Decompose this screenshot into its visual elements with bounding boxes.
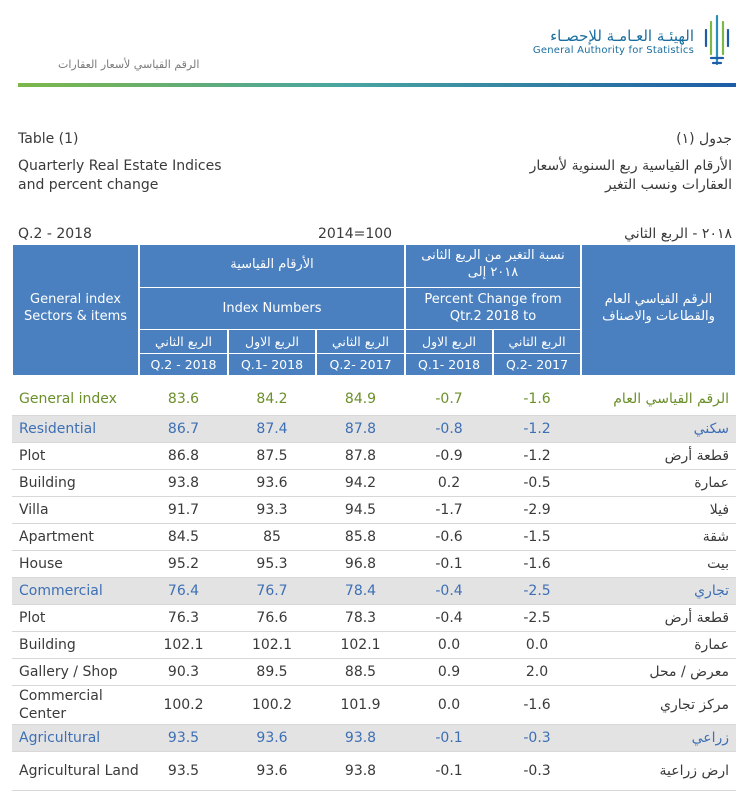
row-label-ar: شقة bbox=[581, 524, 736, 551]
period-ar-col-2: الربع الاول bbox=[228, 329, 316, 353]
row-label-ar: قطعة أرض bbox=[581, 605, 736, 632]
pct-from-q1-2018: -0.7 bbox=[405, 383, 493, 416]
header-label-en bbox=[12, 287, 139, 329]
table-title-en-2: and percent change bbox=[18, 177, 159, 193]
header-pct-en bbox=[405, 287, 581, 329]
row-label-en: Commercial bbox=[12, 578, 139, 605]
value-q2-2018: 90.3 bbox=[139, 659, 228, 686]
period-en-col-2: Q.1- 2018 bbox=[228, 353, 316, 375]
pct-from-q2-2017: -1.2 bbox=[493, 443, 581, 470]
pct-from-q1-2018: -0.4 bbox=[405, 578, 493, 605]
table-title-en-1: Quarterly Real Estate Indices bbox=[18, 158, 222, 174]
document-title: الرقم القياسي لأسعار العقارات bbox=[58, 58, 200, 71]
value-q2-2018: 95.2 bbox=[139, 551, 228, 578]
period-ar: ٢٠١٨ - الربع الثاني bbox=[624, 226, 732, 242]
value-q2-2018: 83.6 bbox=[139, 383, 228, 416]
value-q2-2018: 91.7 bbox=[139, 497, 228, 524]
row-label-ar: مركز تجاري bbox=[581, 686, 736, 725]
value-q2-2018: 86.7 bbox=[139, 416, 228, 443]
value-q2-2017: 94.5 bbox=[316, 497, 405, 524]
value-q1-2018: 76.7 bbox=[228, 578, 316, 605]
header-label-en-1: General index bbox=[30, 292, 121, 307]
value-q1-2018: 89.5 bbox=[228, 659, 316, 686]
row-label-ar: زراعي bbox=[581, 725, 736, 752]
value-q2-2018: 93.5 bbox=[139, 752, 228, 791]
header-pct-ar-1: نسبة التغير من الربع الثانى bbox=[421, 248, 565, 263]
pct-from-q2-2017: -2.9 bbox=[493, 497, 581, 524]
table-title-ar-1: الأرقام القياسية ربع السنوية لأسعار bbox=[529, 158, 732, 174]
value-q1-2018: 93.3 bbox=[228, 497, 316, 524]
value-q2-2018: 102.1 bbox=[139, 632, 228, 659]
value-q2-2017: 84.9 bbox=[316, 383, 405, 416]
table-row bbox=[12, 551, 736, 578]
row-label-ar: فيلا bbox=[581, 497, 736, 524]
table-number-en: Table (1) bbox=[18, 131, 79, 147]
value-q1-2018: 95.3 bbox=[228, 551, 316, 578]
value-q1-2018: 87.5 bbox=[228, 443, 316, 470]
value-q2-2018: 100.2 bbox=[139, 686, 228, 725]
pct-from-q1-2018: -0.1 bbox=[405, 725, 493, 752]
period-ar-col-4: الربع الاول bbox=[405, 329, 493, 353]
period-en-col-3: Q.2- 2017 bbox=[316, 353, 405, 375]
row-label-en: General index bbox=[12, 383, 139, 416]
row-label-en: House bbox=[12, 551, 139, 578]
value-q1-2018: 87.4 bbox=[228, 416, 316, 443]
period-en-col-5: Q.2- 2017 bbox=[493, 353, 581, 375]
header-label-en-2: Sectors & items bbox=[23, 309, 128, 324]
header-pct-ar-2: ٢٠١٨ إلى bbox=[467, 265, 519, 280]
header-label-ar bbox=[581, 287, 736, 329]
header-pct-en-2: Qtr.2 2018 to bbox=[449, 309, 537, 324]
pct-from-q2-2017: -0.3 bbox=[493, 725, 581, 752]
period-ar-col-1: الربع الثاني bbox=[139, 329, 228, 353]
value-q2-2017: 93.8 bbox=[316, 725, 405, 752]
header-index-en: Index Numbers bbox=[139, 287, 405, 329]
pct-from-q1-2018: -0.1 bbox=[405, 551, 493, 578]
row-label-en: Gallery / Shop bbox=[12, 659, 139, 686]
row-label-en: Agricultural Land bbox=[12, 752, 139, 791]
header-pct-en-1: Percent Change from bbox=[424, 292, 562, 307]
pct-from-q2-2017: -1.5 bbox=[493, 524, 581, 551]
table-row bbox=[12, 686, 736, 725]
value-q2-2018: 93.5 bbox=[139, 725, 228, 752]
table-row bbox=[12, 524, 736, 551]
header-pct-ar bbox=[405, 245, 581, 283]
row-label-en: Plot bbox=[12, 605, 139, 632]
value-q2-2018: 93.8 bbox=[139, 470, 228, 497]
period-en-col-4: Q.1- 2018 bbox=[405, 353, 493, 375]
row-label-en: Building bbox=[12, 470, 139, 497]
row-label-en: Residential bbox=[12, 416, 139, 443]
pct-from-q1-2018: -0.6 bbox=[405, 524, 493, 551]
base-year: 2014=100 bbox=[318, 226, 393, 242]
table-row bbox=[12, 632, 736, 659]
period-ar-col-3: الربع الثاني bbox=[316, 329, 405, 353]
value-q2-2017: 101.9 bbox=[316, 686, 405, 725]
table-row bbox=[12, 605, 736, 632]
logo-mark-icon bbox=[702, 14, 732, 68]
pct-from-q1-2018: -0.9 bbox=[405, 443, 493, 470]
table-row bbox=[12, 470, 736, 497]
pct-from-q1-2018: -0.4 bbox=[405, 605, 493, 632]
row-label-ar: عمارة bbox=[581, 632, 736, 659]
value-q1-2018: 93.6 bbox=[228, 752, 316, 791]
table-row bbox=[12, 416, 736, 443]
pct-from-q1-2018: 0.0 bbox=[405, 632, 493, 659]
row-label-ar: تجاري bbox=[581, 578, 736, 605]
header-label-ar-1: الرقم القياسي العام bbox=[604, 292, 713, 307]
org-name-arabic: الهيئـة العـامـة للإحصـاء bbox=[550, 26, 694, 45]
header-index-ar: الأرقام القياسية bbox=[139, 245, 405, 283]
pct-from-q1-2018: -0.1 bbox=[405, 752, 493, 791]
period-en: Q.2 - 2018 bbox=[18, 226, 92, 242]
row-label-en: Villa bbox=[12, 497, 139, 524]
value-q1-2018: 76.6 bbox=[228, 605, 316, 632]
pct-from-q2-2017: 2.0 bbox=[493, 659, 581, 686]
value-q2-2017: 78.4 bbox=[316, 578, 405, 605]
header-label-ar-pad bbox=[581, 245, 736, 287]
table-row bbox=[12, 752, 736, 791]
pct-from-q2-2017: -2.5 bbox=[493, 605, 581, 632]
value-q2-2017: 87.8 bbox=[316, 443, 405, 470]
table-title-ar-2: العقارات ونسب التغير bbox=[605, 177, 732, 193]
table-row bbox=[12, 383, 736, 416]
table-row bbox=[12, 725, 736, 752]
pct-from-q2-2017: -1.6 bbox=[493, 383, 581, 416]
value-q2-2017: 94.2 bbox=[316, 470, 405, 497]
value-q2-2017: 78.3 bbox=[316, 605, 405, 632]
org-name-english: General Authority for Statistics bbox=[532, 44, 694, 56]
pct-from-q2-2017: -1.6 bbox=[493, 551, 581, 578]
value-q2-2018: 84.5 bbox=[139, 524, 228, 551]
value-q2-2017: 96.8 bbox=[316, 551, 405, 578]
pct-from-q2-2017: -2.5 bbox=[493, 578, 581, 605]
value-q1-2018: 84.2 bbox=[228, 383, 316, 416]
gastat-logo bbox=[533, 14, 732, 68]
value-q1-2018: 102.1 bbox=[228, 632, 316, 659]
row-label-en: Agricultural bbox=[12, 725, 139, 752]
pct-from-q1-2018: -1.7 bbox=[405, 497, 493, 524]
row-label-ar: ارض زراعية bbox=[581, 752, 736, 791]
row-label-ar: قطعة أرض bbox=[581, 443, 736, 470]
table-row bbox=[12, 659, 736, 686]
period-ar-col-5: الربع الثاني bbox=[493, 329, 581, 353]
pct-from-q1-2018: 0.0 bbox=[405, 686, 493, 725]
value-q2-2018: 86.8 bbox=[139, 443, 228, 470]
row-label-en: Apartment bbox=[12, 524, 139, 551]
row-label-en: Plot bbox=[12, 443, 139, 470]
pct-from-q2-2017: 0.0 bbox=[493, 632, 581, 659]
row-label-ar: سكني bbox=[581, 416, 736, 443]
table-row bbox=[12, 578, 736, 605]
row-label-ar: عمارة bbox=[581, 470, 736, 497]
data-rows bbox=[12, 383, 736, 791]
indices-table bbox=[11, 245, 737, 791]
value-q2-2017: 88.5 bbox=[316, 659, 405, 686]
pct-from-q1-2018: 0.9 bbox=[405, 659, 493, 686]
value-q2-2017: 102.1 bbox=[316, 632, 405, 659]
pct-from-q2-2017: -0.5 bbox=[493, 470, 581, 497]
header-label-en-pad bbox=[12, 245, 139, 287]
pct-from-q1-2018: 0.2 bbox=[405, 470, 493, 497]
value-q1-2018: 93.6 bbox=[228, 725, 316, 752]
value-q1-2018: 93.6 bbox=[228, 470, 316, 497]
value-q2-2017: 85.8 bbox=[316, 524, 405, 551]
pct-from-q2-2017: -1.6 bbox=[493, 686, 581, 725]
header-label-ar-2: والقطاعات والاصناف bbox=[602, 309, 715, 324]
row-label-en: Building bbox=[12, 632, 139, 659]
pct-from-q1-2018: -0.8 bbox=[405, 416, 493, 443]
table-row bbox=[12, 443, 736, 470]
value-q1-2018: 85 bbox=[228, 524, 316, 551]
value-q1-2018: 100.2 bbox=[228, 686, 316, 725]
pct-from-q2-2017: -0.3 bbox=[493, 752, 581, 791]
header-divider bbox=[18, 83, 736, 87]
table-row bbox=[12, 497, 736, 524]
value-q2-2018: 76.4 bbox=[139, 578, 228, 605]
row-label-ar: معرض / محل bbox=[581, 659, 736, 686]
period-en-col-1: Q.2 - 2018 bbox=[139, 353, 228, 375]
value-q2-2018: 76.3 bbox=[139, 605, 228, 632]
pct-from-q2-2017: -1.2 bbox=[493, 416, 581, 443]
row-label-ar: بيت bbox=[581, 551, 736, 578]
row-label-ar: الرقم القياسي العام bbox=[581, 383, 736, 416]
table-number-ar: جدول (١) bbox=[676, 131, 732, 147]
value-q2-2017: 93.8 bbox=[316, 752, 405, 791]
value-q2-2017: 87.8 bbox=[316, 416, 405, 443]
row-label-en: Commercial Center bbox=[12, 686, 139, 725]
